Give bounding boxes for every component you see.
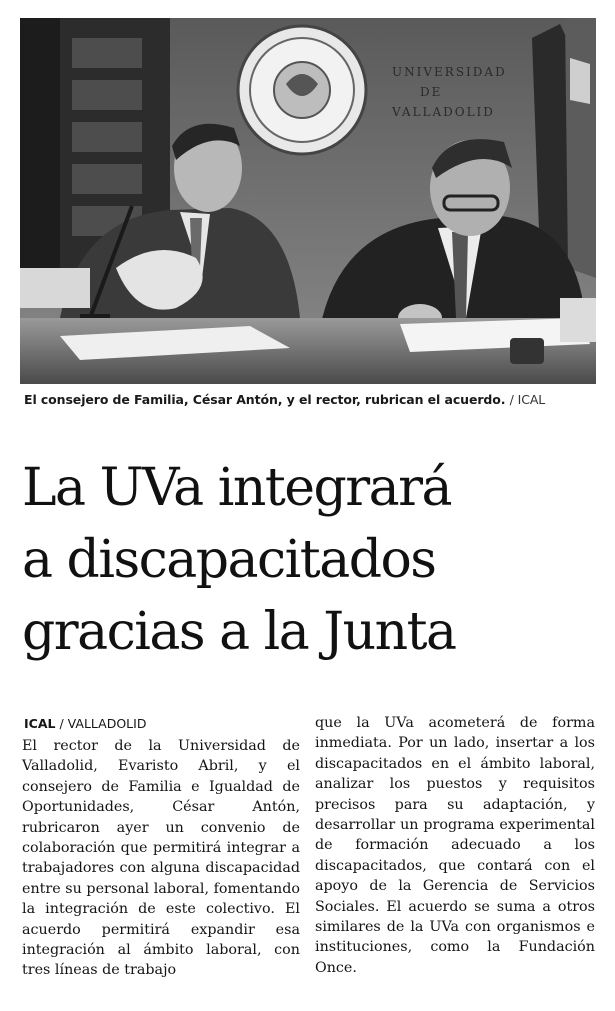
photo-illustration xyxy=(20,18,596,384)
photo-caption xyxy=(24,392,604,407)
headline xyxy=(22,452,612,668)
headline-line-3: gracias a la Junta xyxy=(22,602,456,662)
caption-text: El consejero de Familia, César Antón, y el rector, rubrican el acuerdo. xyxy=(24,392,506,407)
article-column-left xyxy=(22,736,300,981)
svg-text:VALLADOLID: VALLADOLID xyxy=(392,105,495,119)
news-photo xyxy=(20,18,596,384)
byline-agency: ICAL xyxy=(24,716,56,731)
headline-line-2: a discapacitados xyxy=(22,530,436,590)
headline-line-1: La UVa integrará xyxy=(22,458,451,518)
byline-location: / VALLADOLID xyxy=(59,716,147,731)
byline xyxy=(24,716,146,731)
svg-text:DE: DE xyxy=(420,85,443,99)
article-paragraph-left: El rector de la Universidad de Valladolid, Evaristo Abril, y el consejero de Familia e Igualdad de Oportunidades, César Antón, rubricaron ayer un convenio de colaboración que permitirá integrar a trabajadores con alguna discapacidad entre su personal laboral, fomentando la integración de este colectivo. El acuerdo permitirá expandir esa integración al ámbito laboral, con tres líneas de trabajo xyxy=(22,738,300,979)
caption-credit: / ICAL xyxy=(509,392,546,407)
article-column-right xyxy=(315,713,595,978)
university-seal xyxy=(238,26,366,154)
article-paragraph-right: que la UVa acometerá de forma inmediata. Por un lado, insertar a los discapacitados en el ámbito laboral, analizar los puestos y requisitos precisos para su adaptación, y desarrollar un programa experimental de formación adecuado a los discapacitados, que contará con el apoyo de la Gerencia de Servicios Sociales. El acuerdo se suma a otros similares de la UVa con organismos e instituciones, como la Fundación Once. xyxy=(315,715,595,976)
seal-text: UNIVERSIDAD xyxy=(392,65,507,79)
